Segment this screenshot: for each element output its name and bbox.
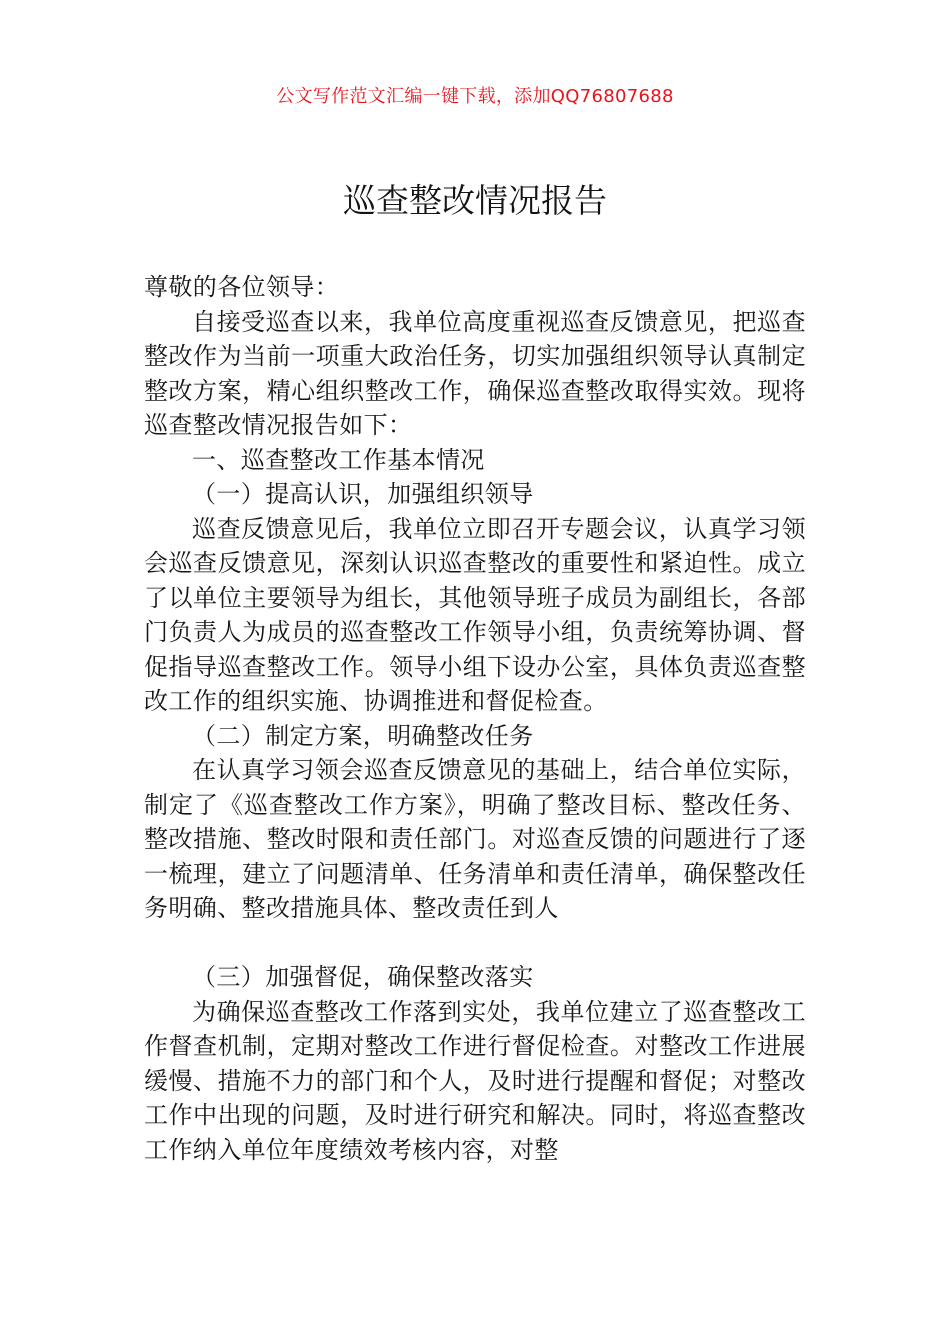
subsection-paragraph-2: 在认真学习领会巡查反馈意见的基础上，结合单位实际，制定了《巡查整改工作方案》，明确了整改目标、整改任务、整改措施、整改时限和责任部门。对巡查反馈的问题进行了逐一梳理，建立了问题清单、任务清单和责任清单，确保整改任务明确、整改措施具体、整改责任到人 [144,756,806,922]
promo-banner[interactable]: 公文写作范文汇编一键下载，添加QQ76807688 [276,86,674,107]
document-body [144,270,806,1167]
section-heading-1: 一、巡查整改工作基本情况 [192,445,485,474]
subsection-paragraph-3: 为确保巡查整改工作落到实处，我单位建立了巡查整改工作督查机制，定期对整改工作进行督促检查。对整改工作进展缓慢、措施不力的部门和个人，及时进行提醒和督促；对整改工作中出现的问题，及时进行研究和解决。同时，将巡查整改工作纳入单位年度绩效考核内容，对整 [144,997,806,1164]
document-title: 巡查整改情况报告 [343,181,607,220]
subsection-paragraph-1: 巡查反馈意见后，我单位立即召开专题会议，认真学习领会巡查反馈意见，深刻认识巡查整改的重要性和紧迫性。成立了以单位主要领导为组长，其他领导班子成员为副组长，各部门负责人为成员的巡查整改工作领导小组，负责统筹协调、督促指导巡查整改工作。领导小组下设办公室，具体负责巡查整改工作的组织实施、协调推进和督促检查。 [144,514,806,715]
paragraph-gap [144,926,806,961]
subsection-heading-3: （三）加强督促，确保整改落实 [192,963,534,991]
salutation: 尊敬的各位领导： [144,273,340,301]
subsection-heading-2: （二）制定方案，明确整改任务 [192,721,534,750]
intro-paragraph: 自接受巡查以来，我单位高度重视巡查反馈意见，把巡查整改作为当前一项重大政治任务，切实加强组织领导认真制定整改方案，精心组织整改工作，确保巡查整改取得实效。现将巡查整改情况报告如下： [144,307,806,439]
subsection-heading-1: （一）提高认识，加强组织领导 [192,480,534,508]
